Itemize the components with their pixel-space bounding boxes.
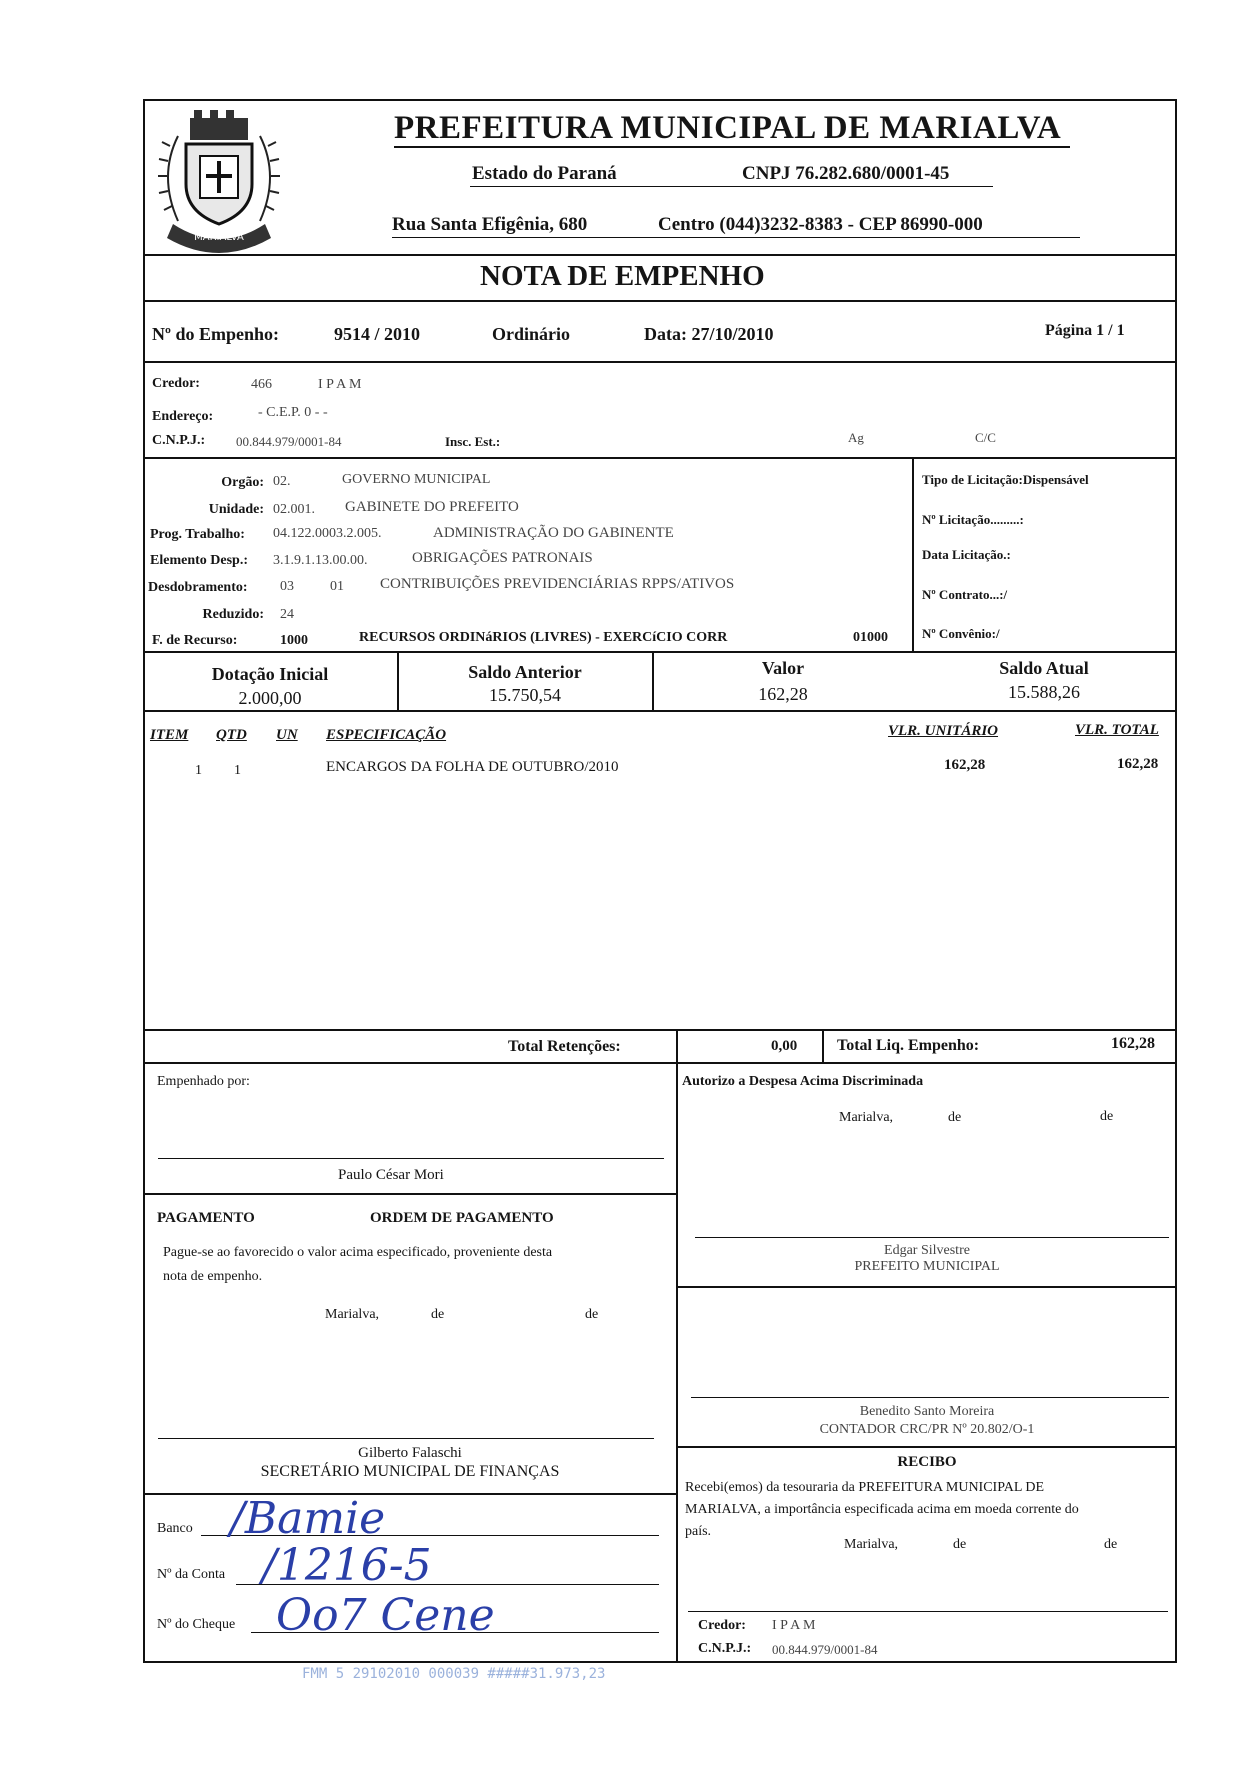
desdobramento-code-1: 03 [280, 579, 294, 594]
page-number: Página 1 / 1 [1045, 322, 1125, 339]
cc-label: C/C [975, 430, 996, 445]
ordem-pagamento-label: ORDEM DE PAGAMENTO [370, 1210, 554, 1226]
recibo-place: Marialva, [844, 1537, 899, 1552]
table-row-qtd: 1 [234, 763, 241, 778]
unidade-label: Unidade: [208, 502, 264, 517]
fonte-number: 01000 [853, 630, 888, 645]
fonte-label: F. de Recurso: [152, 633, 238, 648]
prog-label: Prog. Trabalho: [150, 527, 245, 542]
total-retencoes-value: 0,00 [771, 1038, 798, 1054]
pagamento-place: Marialva, [325, 1307, 380, 1322]
col-especificacao: ESPECIFICAÇÃO [326, 727, 447, 743]
col-qtd: QTD [216, 727, 247, 743]
secretario-title: SECRETÁRIO MUNICIPAL DE FINANÇAS [260, 1463, 560, 1480]
orgao-code: 02. [273, 474, 291, 489]
desdobramento-code-2: 01 [330, 579, 344, 594]
contador-title: CONTADOR CRC/PR Nº 20.802/O-1 [819, 1422, 1035, 1437]
valor-value: 162,28 [758, 684, 808, 704]
insc-label: Insc. Est.: [445, 434, 501, 449]
pagamento-label: PAGAMENTO [157, 1210, 255, 1226]
recibo-de-2: de [1104, 1537, 1118, 1552]
endereco-label: Endereço: [152, 409, 214, 424]
numero-licitacao: Nº Licitação.........: [922, 512, 1024, 527]
recibo-title: RECIBO [897, 1454, 957, 1470]
autorizo-place: Marialva, [839, 1110, 894, 1125]
elemento-desc: OBRIGAÇÕES PATRONAIS [412, 550, 593, 566]
banco-label: Banco [157, 1521, 193, 1536]
prefeito-name: Edgar Silvestre [884, 1243, 970, 1258]
saldo-atual-label: Saldo Atual [999, 658, 1089, 678]
desdobramento-label: Desdobramento: [148, 580, 248, 595]
conta-label: Nº da Conta [157, 1567, 226, 1582]
fonte-code: 1000 [280, 633, 308, 648]
contador-name: Benedito Santo Moreira [859, 1404, 995, 1419]
saldo-anterior-value: 15.750,54 [489, 685, 561, 705]
autorizo-label: Autorizo a Despesa Acima Discriminada [682, 1074, 924, 1089]
cnpj-label: CNPJ 76.282.680/0001-45 [742, 163, 950, 184]
numero-convenio: Nº Convênio:/ [922, 626, 1000, 641]
total-retencoes-label: Total Retenções: [508, 1038, 621, 1055]
coat-of-arms-icon [148, 106, 290, 256]
elemento-label: Elemento Desp.: [150, 553, 248, 568]
cnpj-credor-value: 00.844.979/0001-84 [236, 434, 342, 449]
credor-name: I P A M [318, 377, 362, 392]
numero-contrato: Nº Contrato...:/ [922, 587, 1008, 602]
col-un: UN [276, 727, 298, 743]
banco-handwriting: /Bamie [230, 1493, 386, 1544]
endereco-value: - C.E.P. 0 - - [258, 405, 328, 420]
fonte-desc: RECURSOS ORDINáRIOS (LIVRES) - EXERCíCIO CORR [359, 630, 728, 645]
ag-label: Ag [848, 430, 864, 445]
prefeito-title: PREFEITO MUNICIPAL [854, 1259, 1000, 1274]
valor-label: Valor [761, 658, 805, 678]
reduzido-value: 24 [280, 607, 294, 622]
recibo-credor-value: I P A M [772, 1618, 816, 1633]
orgao-desc: GOVERNO MUNICIPAL [342, 472, 491, 487]
empenho-number: 9514 / 2010 [334, 324, 421, 344]
pagamento-de-1: de [431, 1307, 445, 1322]
reduzido-label: Reduzido: [202, 607, 264, 622]
prog-desc: ADMINISTRAÇÃO DO GABINENTE [433, 525, 674, 541]
state-label: Estado do Paraná [472, 163, 617, 184]
conta-handwriting: /1216-5 [262, 1540, 432, 1591]
table-row-unit: 162,28 [944, 757, 986, 773]
empenho-date: Data: 27/10/2010 [644, 324, 774, 344]
recibo-line-2: MARIALVA, a importância especificada acima em moeda corrente do [685, 1502, 1079, 1517]
col-item: ITEM [150, 727, 189, 743]
pagamento-text-1: Pague-se ao favorecido o valor acima especificado, proveniente desta [163, 1245, 553, 1260]
empenhado-label: Empenhado por: [157, 1074, 250, 1089]
pagamento-text-2: nota de empenho. [163, 1269, 263, 1284]
table-row-spec: ENCARGOS DA FOLHA DE OUTUBRO/2010 [326, 759, 619, 775]
contact-label: Centro (044)3232-8383 - CEP 86990-000 [658, 214, 983, 235]
svg-text:MARIALVA: MARIALVA [194, 232, 244, 243]
recibo-cnpj-value: 00.844.979/0001-84 [772, 1642, 878, 1657]
empenho-number-label: Nº do Empenho: [152, 324, 279, 344]
table-row-total: 162,28 [1117, 756, 1159, 772]
total-liquido-label: Total Liq. Empenho: [837, 1037, 980, 1054]
orgao-label: Orgão: [221, 475, 264, 490]
recibo-cnpj-label: C.N.P.J.: [698, 1641, 752, 1656]
table-row-item: 1 [195, 763, 202, 778]
bank-stamp: FMM 5 29102010 000039 #####31.973,23 [302, 1666, 606, 1682]
recibo-de-1: de [953, 1537, 967, 1552]
col-vlr-unitario: VLR. UNITÁRIO [888, 723, 999, 739]
data-licitacao: Data Licitação.: [922, 547, 1011, 562]
recibo-line-3: país. [685, 1524, 712, 1539]
tipo-licitacao: Tipo de Licitação:Dispensável [922, 472, 1089, 487]
recibo-credor-label: Credor: [698, 1618, 746, 1633]
autorizo-de-2: de [1100, 1109, 1114, 1124]
pagamento-de-2: de [585, 1307, 599, 1322]
recibo-line-1: Recebi(emos) da tesouraria da PREFEITURA MUNICIPAL DE [685, 1480, 1045, 1495]
saldo-anterior-label: Saldo Anterior [468, 662, 582, 682]
elemento-code: 3.1.9.1.13.00.00. [273, 553, 368, 568]
cheque-label: Nº do Cheque [157, 1617, 236, 1632]
document-title: NOTA DE EMPENHO [480, 260, 765, 292]
credor-label: Credor: [152, 376, 200, 391]
saldo-atual-value: 15.588,26 [1008, 682, 1080, 702]
empenhado-name: Paulo César Mori [338, 1167, 444, 1183]
col-vlr-total: VLR. TOTAL [1075, 722, 1159, 738]
empenho-type: Ordinário [492, 324, 571, 344]
address-label: Rua Santa Efigênia, 680 [392, 214, 588, 235]
secretario-name: Gilberto Falaschi [358, 1445, 462, 1461]
unidade-code: 02.001. [273, 502, 315, 517]
dotacao-inicial-label: Dotação Inicial [211, 664, 329, 684]
cheque-handwriting: Oo7 Cene [276, 1590, 495, 1641]
desdobramento-desc: CONTRIBUIÇÕES PREVIDENCIÁRIAS RPPS/ATIVOS [380, 576, 735, 592]
unidade-desc: GABINETE DO PREFEITO [345, 499, 519, 515]
prog-code: 04.122.0003.2.005. [273, 526, 382, 541]
page-title: PREFEITURA MUNICIPAL DE MARIALVA [394, 110, 1062, 146]
cnpj-credor-label: C.N.P.J.: [152, 433, 206, 448]
autorizo-de-1: de [948, 1110, 962, 1125]
dotacao-inicial-value: 2.000,00 [238, 688, 302, 708]
credor-code: 466 [251, 377, 272, 392]
total-liquido-value: 162,28 [1111, 1035, 1155, 1052]
